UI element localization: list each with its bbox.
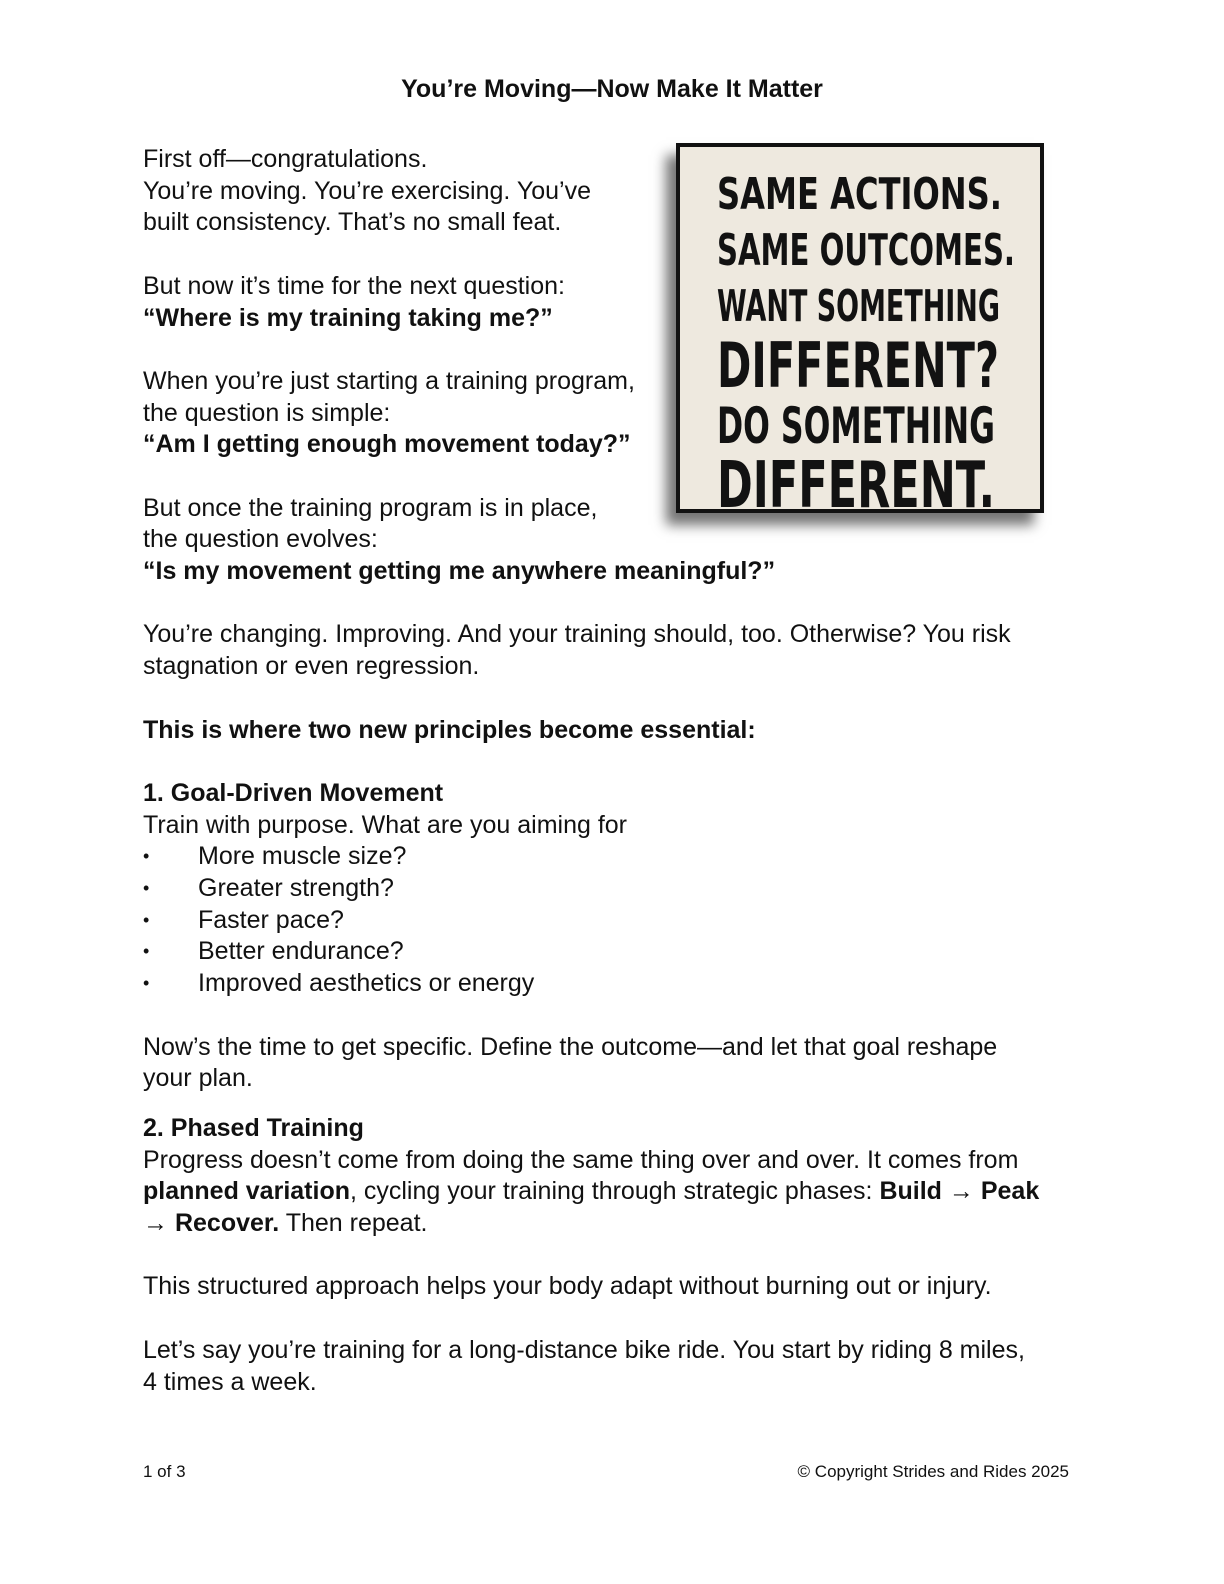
- phase-build: Build: [879, 1177, 942, 1206]
- bullet-icon: •: [143, 909, 150, 930]
- copyright: © Copyright Strides and Rides 2025: [797, 1462, 1069, 1481]
- next-question-line: But now it’s time for the next question:: [143, 271, 565, 300]
- principle-1-intro: Train with purpose. What are you aiming for: [143, 810, 628, 839]
- bullet-icon: •: [143, 973, 150, 994]
- list-item: • Faster pace?: [143, 905, 1083, 937]
- intro-line-1: First off—congratulations.: [143, 145, 428, 173]
- bullet-icon: •: [143, 941, 150, 962]
- evolves-line-1: But once the training program is in place,: [143, 493, 598, 522]
- list-item: • Greater strength?: [143, 873, 1083, 905]
- poster-line-2: SAME OUTCOMES.: [717, 225, 1015, 276]
- structured-line: This structured approach helps your body adapt without burning out or injury.: [143, 1272, 992, 1301]
- bullet-icon: •: [143, 846, 150, 867]
- evolves-quote: “Is my movement getting me anywhere meaningful?”: [143, 557, 776, 586]
- principle-1-heading: 1. Goal-Driven Movement: [143, 778, 444, 807]
- arrow-icon: →: [948, 1177, 974, 1206]
- principles-heading: This is where two new principles become essential:: [143, 715, 756, 744]
- changing-line-1: You’re changing. Improving. And your training should, too. Otherwise? You risk: [143, 620, 1011, 649]
- principle-2-line-1: Progress doesn’t come from doing the same thing over and over. It comes from: [143, 1145, 1019, 1174]
- changing-line-2: stagnation or even regression.: [143, 652, 480, 681]
- poster-line-3: WANT SOMETHING: [717, 281, 1000, 332]
- arrow-icon: →: [143, 1209, 168, 1238]
- poster-line-6: DIFFERENT.: [717, 449, 995, 523]
- intro-line-3: built consistency. That’s no small feat.: [143, 208, 562, 237]
- example-line-1: Let’s say you’re training for a long-distance bike ride. You start by riding 8 miles,: [143, 1335, 1025, 1364]
- next-question-quote: “Where is my training taking me?”: [143, 303, 553, 332]
- page-number: 1 of 3: [143, 1462, 186, 1481]
- phase-recover: Recover.: [174, 1209, 280, 1238]
- goal-list: [143, 841, 1083, 1000]
- principle-2-line-3: → Recover. Then repeat.: [143, 1209, 428, 1238]
- principle-1-closing-1: Now’s the time to get specific. Define the outcome—and let that goal reshape: [143, 1032, 998, 1061]
- page-title: You’re Moving—Now Make It Matter: [401, 75, 823, 103]
- principle-1-closing-2: your plan.: [143, 1064, 253, 1093]
- starting-line-1: When you’re just starting a training program,: [143, 366, 635, 395]
- evolves-line-2: the question evolves:: [143, 525, 378, 554]
- principle-2-line-2: planned variation, cycling your training through strategic phases: Build → Peak: [143, 1177, 1040, 1206]
- poster-line-4: DIFFERENT?: [717, 329, 999, 402]
- bullet-icon: •: [143, 878, 150, 899]
- poster-line-1: SAME ACTIONS.: [717, 169, 1002, 220]
- principle-2-heading: 2. Phased Training: [143, 1113, 364, 1142]
- list-item: • Better endurance?: [143, 936, 1083, 968]
- intro-line-2: You’re moving. You’re exercising. You’ve: [143, 176, 591, 205]
- body-text: [143, 144, 1083, 1398]
- phase-peak: Peak: [980, 1177, 1040, 1206]
- list-item: • Improved aesthetics or energy: [143, 968, 1083, 1000]
- starting-line-2: the question is simple:: [143, 398, 391, 427]
- starting-quote: “Am I getting enough movement today?”: [143, 430, 631, 459]
- list-item: • More muscle size?: [143, 841, 1083, 873]
- planned-variation: planned variation: [143, 1177, 350, 1206]
- example-line-2: 4 times a week.: [143, 1367, 317, 1396]
- poster-line-5: DO SOMETHING: [717, 397, 995, 455]
